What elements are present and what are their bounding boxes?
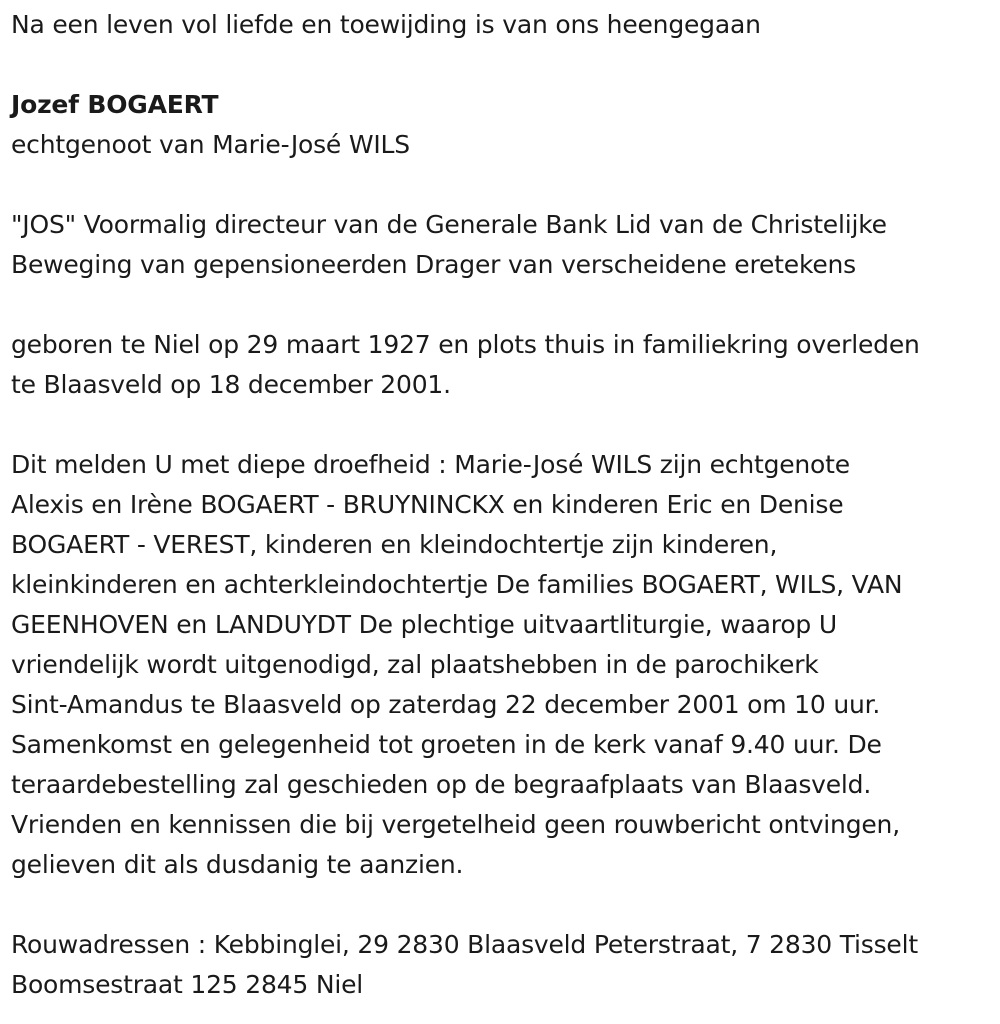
description-line: "JOS" Voormalig directeur van de Generale Bank Lid van de Christelijke bbox=[11, 210, 887, 239]
addresses-block bbox=[11, 925, 991, 1005]
spacer bbox=[11, 405, 991, 445]
spacer bbox=[11, 165, 991, 205]
announcement-line: BOGAERT - VEREST, kinderen en kleindochtertje zijn kinderen, bbox=[11, 530, 778, 559]
announcement-line: Samenkomst en gelegenheid tot groeten in de kerk vanaf 9.40 uur. De bbox=[11, 730, 882, 759]
announcement-line: kleinkinderen en achterkleindochtertje De families BOGAERT, WILS, VAN bbox=[11, 570, 903, 599]
spacer bbox=[11, 45, 991, 85]
birth-death-block bbox=[11, 325, 991, 405]
obituary-notice bbox=[11, 0, 991, 1005]
spacer bbox=[11, 285, 991, 325]
announcement-line: gelieven dit als dusdanig te aanzien. bbox=[11, 850, 464, 879]
announcement-line: Alexis en Irène BOGAERT - BRUYNINCKX en kinderen Eric en Denise bbox=[11, 490, 844, 519]
announcement-line: GEENHOVEN en LANDUYDT De plechtige uitvaartliturgie, waarop U bbox=[11, 610, 837, 639]
description-line: Beweging van gepensioneerden Drager van verscheidene eretekens bbox=[11, 250, 856, 279]
spouse-line: echtgenoot van Marie-José WILS bbox=[11, 130, 410, 159]
deceased-name: Jozef BOGAERT bbox=[11, 90, 219, 119]
birth-death-line: te Blaasveld op 18 december 2001. bbox=[11, 370, 451, 399]
birth-death-line: geboren te Niel op 29 maart 1927 en plots thuis in familiekring overleden bbox=[11, 330, 920, 359]
announcement-line: Vrienden en kennissen die bij vergetelheid geen rouwbericht ontvingen, bbox=[11, 810, 900, 839]
description-block bbox=[11, 205, 991, 285]
announcement-line: Sint-Amandus te Blaasveld op zaterdag 22 december 2001 om 10 uur. bbox=[11, 690, 881, 719]
address-line: Rouwadressen : Kebbinglei, 29 2830 Blaasveld Peterstraat, 7 2830 Tisselt bbox=[11, 930, 918, 959]
announcement-line: vriendelijk wordt uitgenodigd, zal plaatshebben in de parochikerk bbox=[11, 650, 819, 679]
spacer bbox=[11, 885, 991, 925]
address-line: Boomsestraat 125 2845 Niel bbox=[11, 970, 364, 999]
announcement-line: Dit melden U met diepe droefheid : Marie-José WILS zijn echtgenote bbox=[11, 450, 850, 479]
announcement-line: teraardebestelling zal geschieden op de begraafplaats van Blaasveld. bbox=[11, 770, 872, 799]
announcement-block bbox=[11, 445, 991, 885]
intro-line: Na een leven vol liefde en toewijding is van ons heengegaan bbox=[11, 10, 761, 39]
